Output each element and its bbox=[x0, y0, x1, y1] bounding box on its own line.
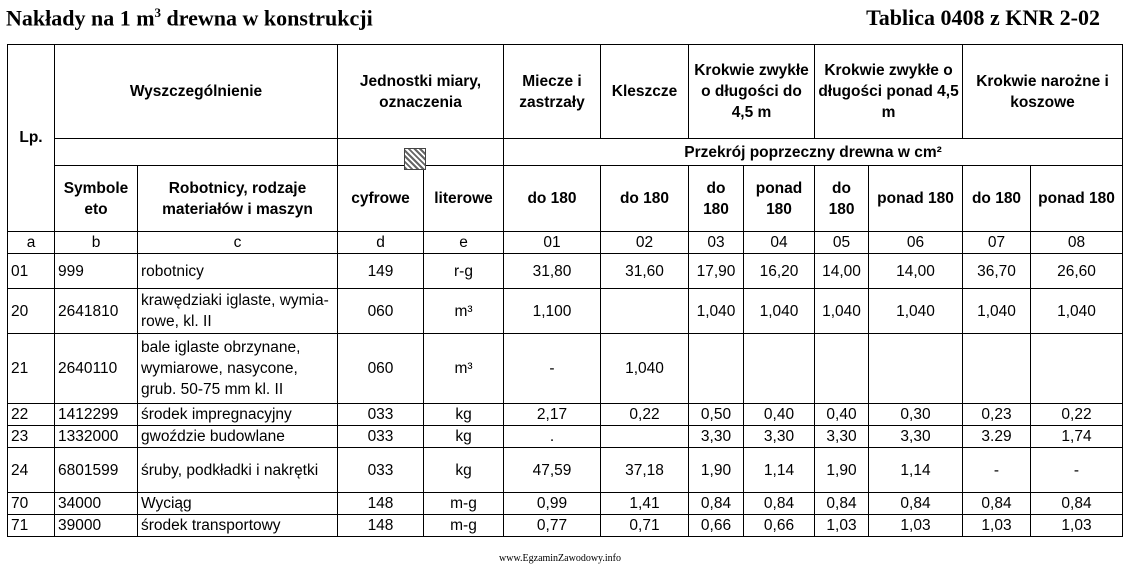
row-value: 0,23 bbox=[963, 404, 1031, 426]
row-value: 0,22 bbox=[1031, 404, 1123, 426]
row-value: 1,03 bbox=[963, 515, 1031, 537]
column-letter: 03 bbox=[689, 232, 744, 254]
header-do180: do 180 bbox=[504, 166, 601, 232]
row-value: 1,41 bbox=[601, 493, 689, 515]
row-unit-digital: 148 bbox=[338, 515, 424, 537]
row-value bbox=[689, 334, 744, 404]
header-do180: do 180 bbox=[963, 166, 1031, 232]
row-value: 1,040 bbox=[1031, 289, 1123, 334]
row-value: 1,90 bbox=[815, 448, 869, 493]
row-unit-letter: kg bbox=[424, 448, 504, 493]
header-lp: Lp. bbox=[8, 45, 55, 232]
row-symbol: 2640110 bbox=[55, 334, 138, 404]
row-value: 17,90 bbox=[689, 254, 744, 289]
row-value: 1,03 bbox=[815, 515, 869, 537]
column-letter: 04 bbox=[744, 232, 815, 254]
row-value: 0,84 bbox=[963, 493, 1031, 515]
row-value: 0,66 bbox=[744, 515, 815, 537]
table-row bbox=[8, 289, 1123, 334]
column-letter: 05 bbox=[815, 232, 869, 254]
column-letter: 08 bbox=[1031, 232, 1123, 254]
row-value: 2,17 bbox=[504, 404, 601, 426]
page-title bbox=[6, 5, 373, 31]
column-letter: 06 bbox=[869, 232, 963, 254]
row-unit-letter: m³ bbox=[424, 334, 504, 404]
row-value bbox=[963, 334, 1031, 404]
row-value: 31,60 bbox=[601, 254, 689, 289]
table-row bbox=[8, 334, 1123, 404]
header-ponad180: ponad 180 bbox=[1031, 166, 1123, 232]
qr-code-icon bbox=[404, 148, 426, 170]
table-row bbox=[8, 254, 1123, 289]
row-name: krawędziaki iglaste, wymia-rowe, kl. II bbox=[138, 289, 338, 334]
row-value: 0,40 bbox=[744, 404, 815, 426]
row-value: 1,040 bbox=[963, 289, 1031, 334]
row-value: 0,30 bbox=[869, 404, 963, 426]
table-reference: Tablica 0408 z KNR 2-02 bbox=[866, 5, 1100, 30]
row-unit-letter: m³ bbox=[424, 289, 504, 334]
row-value: 1,03 bbox=[1031, 515, 1123, 537]
row-value: 3,30 bbox=[815, 426, 869, 448]
row-value: 0,40 bbox=[815, 404, 869, 426]
row-symbol: 1332000 bbox=[55, 426, 138, 448]
row-name: środek transportowy bbox=[138, 515, 338, 537]
norms-table bbox=[7, 44, 1123, 537]
header-col02: Kleszcze bbox=[601, 45, 689, 139]
row-value: 1,14 bbox=[744, 448, 815, 493]
row-lp: 71 bbox=[8, 515, 55, 537]
row-unit-letter: r-g bbox=[424, 254, 504, 289]
row-value: 26,60 bbox=[1031, 254, 1123, 289]
row-value: - bbox=[963, 448, 1031, 493]
row-lp: 22 bbox=[8, 404, 55, 426]
row-value: 3.29 bbox=[963, 426, 1031, 448]
header-col01: Miecze i zastrzały bbox=[504, 45, 601, 139]
header-col0506: Krokwie zwykłe o długości ponad 4,5 m bbox=[815, 45, 963, 139]
row-symbol: 1412299 bbox=[55, 404, 138, 426]
row-unit-digital: 148 bbox=[338, 493, 424, 515]
row-value: 1,03 bbox=[869, 515, 963, 537]
row-value: 31,80 bbox=[504, 254, 601, 289]
row-value bbox=[601, 289, 689, 334]
letter-row bbox=[8, 232, 1123, 254]
row-value bbox=[869, 334, 963, 404]
row-value bbox=[601, 426, 689, 448]
header-spacer-spec bbox=[55, 139, 338, 166]
row-value: 0,22 bbox=[601, 404, 689, 426]
row-value: 1,74 bbox=[1031, 426, 1123, 448]
row-unit-digital: 060 bbox=[338, 334, 424, 404]
row-name: gwoździe budowlane bbox=[138, 426, 338, 448]
row-unit-digital: 060 bbox=[338, 289, 424, 334]
row-value: - bbox=[1031, 448, 1123, 493]
row-value: 0,77 bbox=[504, 515, 601, 537]
row-value: 37,18 bbox=[601, 448, 689, 493]
row-value bbox=[815, 334, 869, 404]
row-unit-letter: m-g bbox=[424, 493, 504, 515]
row-value: 0,66 bbox=[689, 515, 744, 537]
row-value: 1,040 bbox=[815, 289, 869, 334]
row-value: 1,14 bbox=[869, 448, 963, 493]
row-value: 1,040 bbox=[869, 289, 963, 334]
row-name: bale iglaste obrzynane, wymiarowe, nasycone, grub. 50-75 mm kl. II bbox=[138, 334, 338, 404]
row-value bbox=[1031, 334, 1123, 404]
row-value: 3,30 bbox=[689, 426, 744, 448]
header-ponad180: ponad 180 bbox=[869, 166, 963, 232]
row-symbol: 34000 bbox=[55, 493, 138, 515]
column-letter: b bbox=[55, 232, 138, 254]
header-do180: do 180 bbox=[815, 166, 869, 232]
row-lp: 20 bbox=[8, 289, 55, 334]
row-symbol: 999 bbox=[55, 254, 138, 289]
header-digital: cyfrowe bbox=[338, 166, 424, 232]
row-lp: 23 bbox=[8, 426, 55, 448]
row-unit-digital: 149 bbox=[338, 254, 424, 289]
column-letter: a bbox=[8, 232, 55, 254]
row-lp: 01 bbox=[8, 254, 55, 289]
row-value: 47,59 bbox=[504, 448, 601, 493]
title-superscript: 3 bbox=[154, 5, 162, 20]
row-name: Wyciąg bbox=[138, 493, 338, 515]
row-value: 0,50 bbox=[689, 404, 744, 426]
row-value: - bbox=[504, 334, 601, 404]
row-value: 1,040 bbox=[601, 334, 689, 404]
row-value: 0,99 bbox=[504, 493, 601, 515]
table-row bbox=[8, 515, 1123, 537]
row-value: 14,00 bbox=[869, 254, 963, 289]
row-unit-digital: 033 bbox=[338, 404, 424, 426]
column-letter: 01 bbox=[504, 232, 601, 254]
column-letter: e bbox=[424, 232, 504, 254]
row-value: 16,20 bbox=[744, 254, 815, 289]
row-value: 0,84 bbox=[689, 493, 744, 515]
header-spec: Wyszczególnienie bbox=[55, 45, 338, 139]
row-unit-letter: m-g bbox=[424, 515, 504, 537]
row-lp: 24 bbox=[8, 448, 55, 493]
table-row bbox=[8, 493, 1123, 515]
table-row bbox=[8, 426, 1123, 448]
table-row bbox=[8, 404, 1123, 426]
column-letter: 07 bbox=[963, 232, 1031, 254]
row-value: 36,70 bbox=[963, 254, 1031, 289]
title-suffix: drewna w konstrukcji bbox=[161, 5, 373, 31]
row-value: 3,30 bbox=[744, 426, 815, 448]
column-letter: c bbox=[138, 232, 338, 254]
row-unit-letter: kg bbox=[424, 426, 504, 448]
row-value: 0,84 bbox=[1031, 493, 1123, 515]
row-value: 3,30 bbox=[869, 426, 963, 448]
header-do180: do 180 bbox=[601, 166, 689, 232]
header-workers: Robotnicy, rodzaje materiałów i maszyn bbox=[138, 166, 338, 232]
row-symbol: 6801599 bbox=[55, 448, 138, 493]
header-cross-section: Przekrój poprzeczny drewna w cm² bbox=[504, 139, 1123, 166]
header-letter: literowe bbox=[424, 166, 504, 232]
row-value: . bbox=[504, 426, 601, 448]
row-name: środek impregnacyjny bbox=[138, 404, 338, 426]
header-symbols: Symbole eto bbox=[55, 166, 138, 232]
row-value bbox=[744, 334, 815, 404]
row-name: śruby, podkładki i nakrętki bbox=[138, 448, 338, 493]
row-unit-letter: kg bbox=[424, 404, 504, 426]
column-letter: 02 bbox=[601, 232, 689, 254]
row-value: 1,100 bbox=[504, 289, 601, 334]
row-value: 1,90 bbox=[689, 448, 744, 493]
title-prefix: Nakłady na 1 m bbox=[6, 5, 155, 31]
row-value: 0,84 bbox=[869, 493, 963, 515]
header-col0708: Krokwie narożne i koszowe bbox=[963, 45, 1123, 139]
row-name: robotnicy bbox=[138, 254, 338, 289]
row-symbol: 2641810 bbox=[55, 289, 138, 334]
row-lp: 70 bbox=[8, 493, 55, 515]
row-symbol: 39000 bbox=[55, 515, 138, 537]
row-value: 14,00 bbox=[815, 254, 869, 289]
footer-url: www.EgzaminZawodowy.info bbox=[499, 553, 622, 564]
table-row bbox=[8, 448, 1123, 493]
header-col0304: Krokwie zwykłe o długości do 4,5 m bbox=[689, 45, 815, 139]
row-value: 1,040 bbox=[744, 289, 815, 334]
row-value: 0,71 bbox=[601, 515, 689, 537]
row-lp: 21 bbox=[8, 334, 55, 404]
header-units: Jednostki miary, oznaczenia bbox=[338, 45, 504, 139]
header-ponad180: ponad 180 bbox=[744, 166, 815, 232]
header-do180: do 180 bbox=[689, 166, 744, 232]
column-letter: d bbox=[338, 232, 424, 254]
row-value: 0,84 bbox=[744, 493, 815, 515]
row-value: 0,84 bbox=[815, 493, 869, 515]
row-value: 1,040 bbox=[689, 289, 744, 334]
row-unit-digital: 033 bbox=[338, 448, 424, 493]
row-unit-digital: 033 bbox=[338, 426, 424, 448]
